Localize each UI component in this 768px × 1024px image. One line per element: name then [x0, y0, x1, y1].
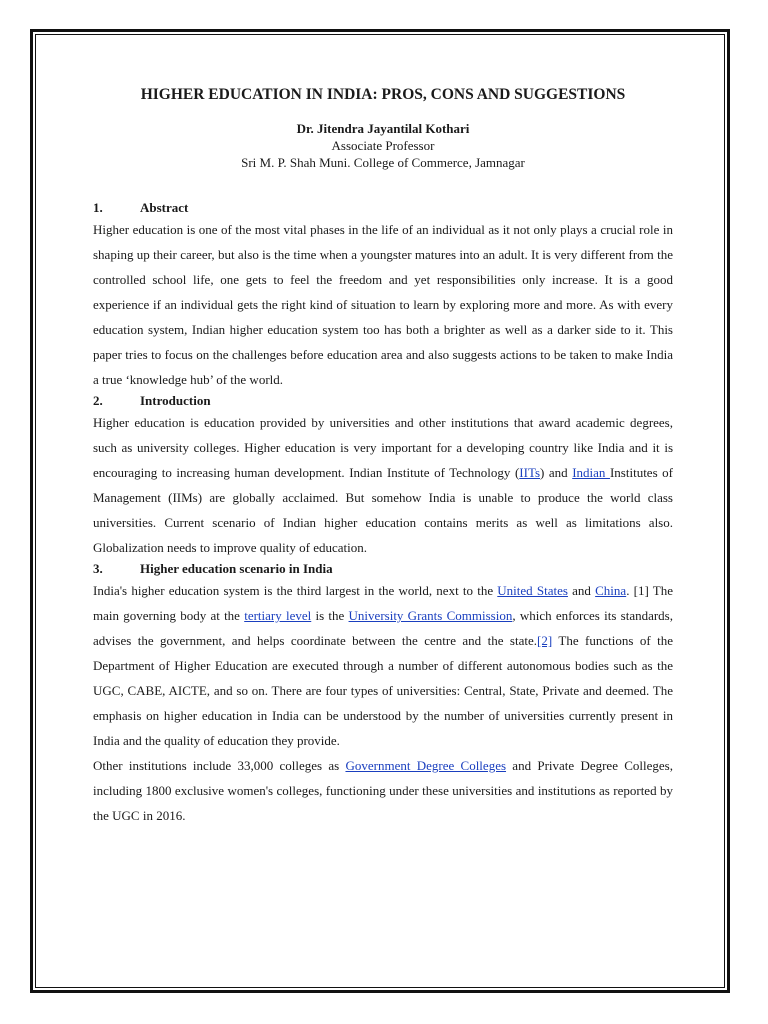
link-government-degree-colleges[interactable]: Government Degree Colleges: [345, 758, 507, 773]
text-run: is the: [311, 608, 349, 623]
text-run: , which enforces its standards, advises the government, and helps coordinate between the centre and the state.: [93, 608, 673, 648]
section-title: Introduction: [140, 393, 211, 408]
link-tertiary-level[interactable]: tertiary level: [244, 608, 312, 623]
text-run: The functions of the Department of Higher Education are executed through a number of different autonomous bodies such as the UGC, CABE, AICTE, and so on. There are four types of universities: Central, State, Private and deemed. The emphasis on higher education in India can be understood by the number of universities currently present in India and the quality of education they provide.: [93, 633, 673, 748]
text-run: and Private Degree Colleges, including 1800 exclusive women's colleges, functioning under these universities and institutions as reported by the UGC in 2016.: [93, 758, 673, 823]
introduction-paragraph: [93, 410, 673, 560]
paper-title: HIGHER EDUCATION IN INDIA: PROS, CONS AND SUGGESTIONS: [140, 86, 626, 103]
abstract-paragraph: Higher education is one of the most vital phases in the life of an individual as it not only plays a crucial role in shaping up their career, but also is the time when a youngster matures into an adult. It is very different from the controlled school life, one gets to feel the freedom and yet responsibilities only increase. It is a good experience if an individual gets the right kind of situation to learn by exploring more and more. As with every education system, Indian higher education system too has both a brighter as well as a darker side to it. This paper tries to focus on the challenges before education area and also suggests actions to be taken to make India a true ‘knowledge hub’ of the world.: [93, 222, 673, 387]
link-china[interactable]: China: [595, 583, 627, 598]
link-citation-2[interactable]: [2]: [537, 633, 553, 648]
section-heading-introduction: [93, 392, 673, 410]
text-run: and: [567, 583, 596, 598]
section-heading-scenario: [93, 560, 673, 578]
text-run: Institutes of Management (IIMs) are globally acclaimed. But somehow India is unable to produce the world class universities. Current scenario of Indian higher education contains merits as well as limitations also. Globalization needs to improve quality of education.: [93, 465, 673, 555]
link-united-states[interactable]: United States: [497, 583, 568, 598]
section-number: 2.: [93, 393, 103, 408]
scenario-paragraph-2: [93, 753, 673, 828]
text-run: Other institutions include 33,000 colleges as: [93, 758, 346, 773]
text-run: Higher education is education provided by universities and other institutions that award academic degrees, such as university colleges. Higher education is very important for a developing country like India and it is encouraging to increasing human development. Indian Institute of Technology (: [93, 415, 673, 480]
document-body: [93, 86, 673, 828]
section-title: Abstract: [140, 200, 189, 215]
scenario-paragraph: [93, 578, 673, 753]
author-role: Associate Professor: [331, 138, 435, 153]
link-indian[interactable]: Indian: [572, 465, 610, 480]
section-number: 3.: [93, 561, 103, 576]
link-iits[interactable]: IITs: [519, 465, 541, 480]
section-number: 1.: [93, 200, 103, 215]
text-run: ) and: [540, 465, 573, 480]
author-affiliation: Sri M. P. Shah Muni. College of Commerce, Jamnagar: [241, 155, 525, 170]
section-title: Higher education scenario in India: [140, 561, 333, 576]
text-run: . [1] The main governing body at the: [93, 583, 673, 623]
link-ugc[interactable]: University Grants Commission: [348, 608, 513, 623]
section-heading-abstract: [93, 199, 673, 217]
author-name: Dr. Jitendra Jayantilal Kothari: [296, 121, 470, 136]
text-run: India's higher education system is the third largest in the world, next to the: [93, 583, 498, 598]
